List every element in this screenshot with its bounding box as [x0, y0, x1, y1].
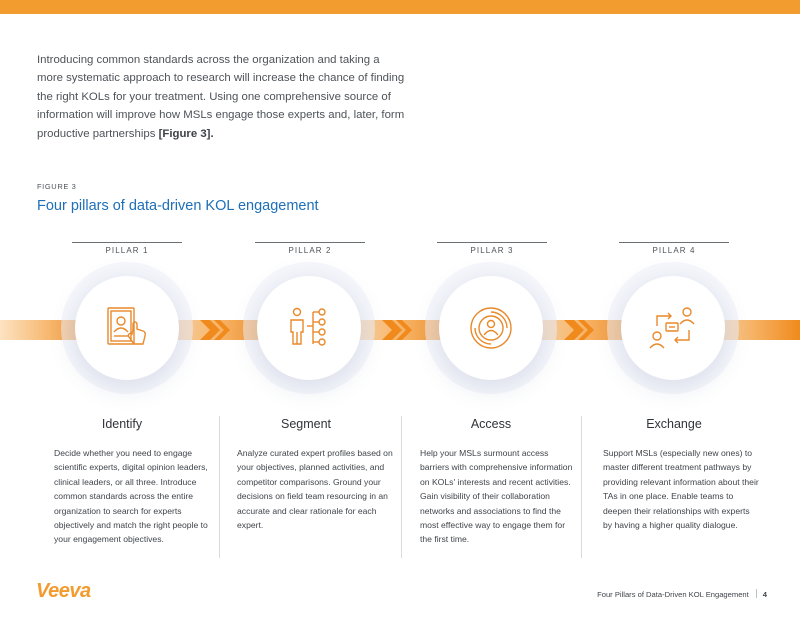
top-accent-bar [0, 0, 800, 14]
figure-reference: [Figure 3]. [158, 127, 214, 140]
pillar-4-header [619, 242, 729, 255]
pillar-1-circle [75, 276, 179, 380]
footer-title: Four Pillars of Data-Driven KOL Engagement [597, 590, 749, 599]
pillar-2-header [255, 242, 365, 255]
column-divider [581, 416, 582, 558]
pillar-3-circle [439, 276, 543, 380]
profile-card-icon [103, 304, 151, 352]
person-segments-icon [285, 304, 333, 352]
pillar-2-circle [257, 276, 361, 380]
pillar-2-description: Analyze curated expert profiles based on your objectives, planned activities, and competitor comparisons. Ground your decisions on field team resourcing in an accurate and clear rationale for each expert. [237, 448, 393, 531]
pillar-1-title: Identify [101, 417, 143, 431]
column-divider [219, 416, 220, 558]
pillar-1-description: Decide whether you need to engage scientific experts, digital opinion leaders, clinical leaders, or all three. Introduce common standards across the entire organization to search for experts objectively and match the right people to your engagement objectives. [54, 448, 208, 545]
pillar-4-title: Exchange [646, 417, 702, 431]
page-number: 4 [762, 590, 767, 599]
pillar-label: PILLAR 2 [288, 246, 332, 255]
target-person-icon [467, 304, 515, 352]
page-footer [597, 589, 767, 599]
figure-title: Four pillars of data-driven KOL engagement [37, 198, 319, 214]
exchange-people-icon [647, 304, 699, 352]
pillar-4-circle [621, 276, 725, 380]
veeva-logo: Veeva [36, 580, 91, 602]
pillar-3-description: Help your MSLs surmount access barriers with comprehensive information on KOLs' interests and recent activities. Gain visibility of their collaboration networks and associations to find the most effective way to engage them for the first time. [420, 448, 573, 545]
pillar-label: PILLAR 1 [105, 246, 149, 255]
figure-label: FIGURE 3 [37, 182, 77, 191]
intro-text: Introducing common standards across the organization and taking a more systematic approach to research will increase the chance of finding the right KOLs for your treatment. Using one comprehensive source of information will improve how MSLs engage those experts and, later, form productive partnerships [37, 54, 405, 140]
column-divider [401, 416, 402, 558]
pillar-label: PILLAR 4 [652, 246, 696, 255]
pillar-2-title: Segment [280, 417, 332, 431]
pillar-1-header [72, 242, 182, 255]
pillar-4-description: Support MSLs (especially new ones) to master different treatment pathways by providing relevant information about their TAs in one place. Enable teams to deepen their relationships with experts by having a higher quality dialogue. [603, 448, 759, 531]
pillar-3-title: Access [470, 417, 512, 431]
intro-paragraph [37, 51, 407, 143]
pillar-label: PILLAR 3 [470, 246, 514, 255]
pillar-3-header [437, 242, 547, 255]
